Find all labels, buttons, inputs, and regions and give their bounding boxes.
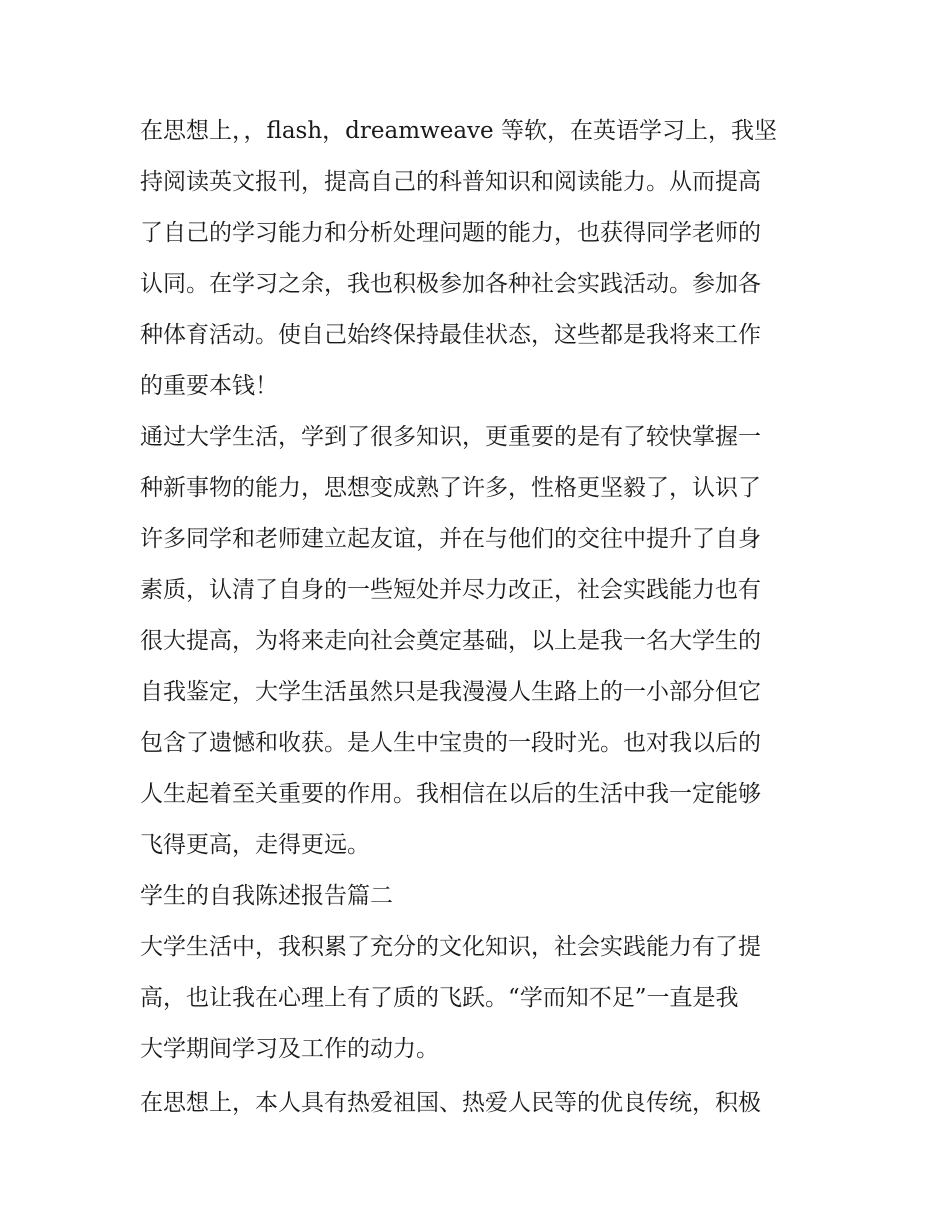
paragraph-line: 人生起着至关重要的作用。我相信在以后的生活中我一定能够 (140, 781, 761, 807)
paragraph-line: 许多同学和老师建立起友谊，并在与他们的交往中提升了自身 (140, 526, 761, 552)
paragraph-line: 飞得更高，走得更远。 (140, 832, 370, 858)
paragraph-line: 的重要本钱！ (140, 373, 278, 399)
section-heading: 学生的自我陈述报告篇二 (140, 883, 393, 909)
paragraph-line: 包含了遗憾和收获。是人生中宝贵的一段时光。也对我以后的 (140, 730, 761, 756)
paragraph-line: 种新事物的能力，思想变成熟了许多，性格更坚毅了，认识了 (140, 475, 761, 501)
paragraph-line: 大学期间学习及工作的动力。 (140, 1036, 439, 1062)
paragraph-line: 大学生活中，我积累了充分的文化知识，社会实践能力有了提 (140, 934, 761, 960)
paragraph-line: 自我鉴定，大学生活虽然只是我漫漫人生路上的一小部分但它 (140, 679, 761, 705)
paragraph-line: 通过大学生活，学到了很多知识，更重要的是有了较快掌握一 (140, 424, 761, 450)
paragraph-line: 在思想上，，flash，dreamweave 等软，在英语学习上，我坚 (140, 118, 777, 144)
paragraph-line: 持阅读英文报刊，提高自己的科普知识和阅读能力。从而提高 (140, 169, 761, 195)
paragraph-line: 素质，认清了自身的一些短处并尽力改正，社会实践能力也有 (140, 577, 761, 603)
paragraph-line: 高，也让我在心理上有了质的飞跃。“学而知不足”一直是我 (140, 985, 739, 1011)
paragraph-line: 种体育活动。使自己始终保持最佳状态，这些都是我将来工作 (140, 322, 761, 348)
paragraph-line: 认同。在学习之余，我也积极参加各种社会实践活动。参加各 (140, 271, 761, 297)
paragraph-line: 很大提高，为将来走向社会奠定基础，以上是我一名大学生的 (140, 628, 761, 654)
paragraph-line: 在思想上，本人具有热爱祖国、热爱人民等的优良传统，积极 (140, 1090, 761, 1116)
paragraph-line: 了自己的学习能力和分析处理问题的能力，也获得同学老师的 (140, 220, 761, 246)
document-body (140, 106, 820, 1129)
